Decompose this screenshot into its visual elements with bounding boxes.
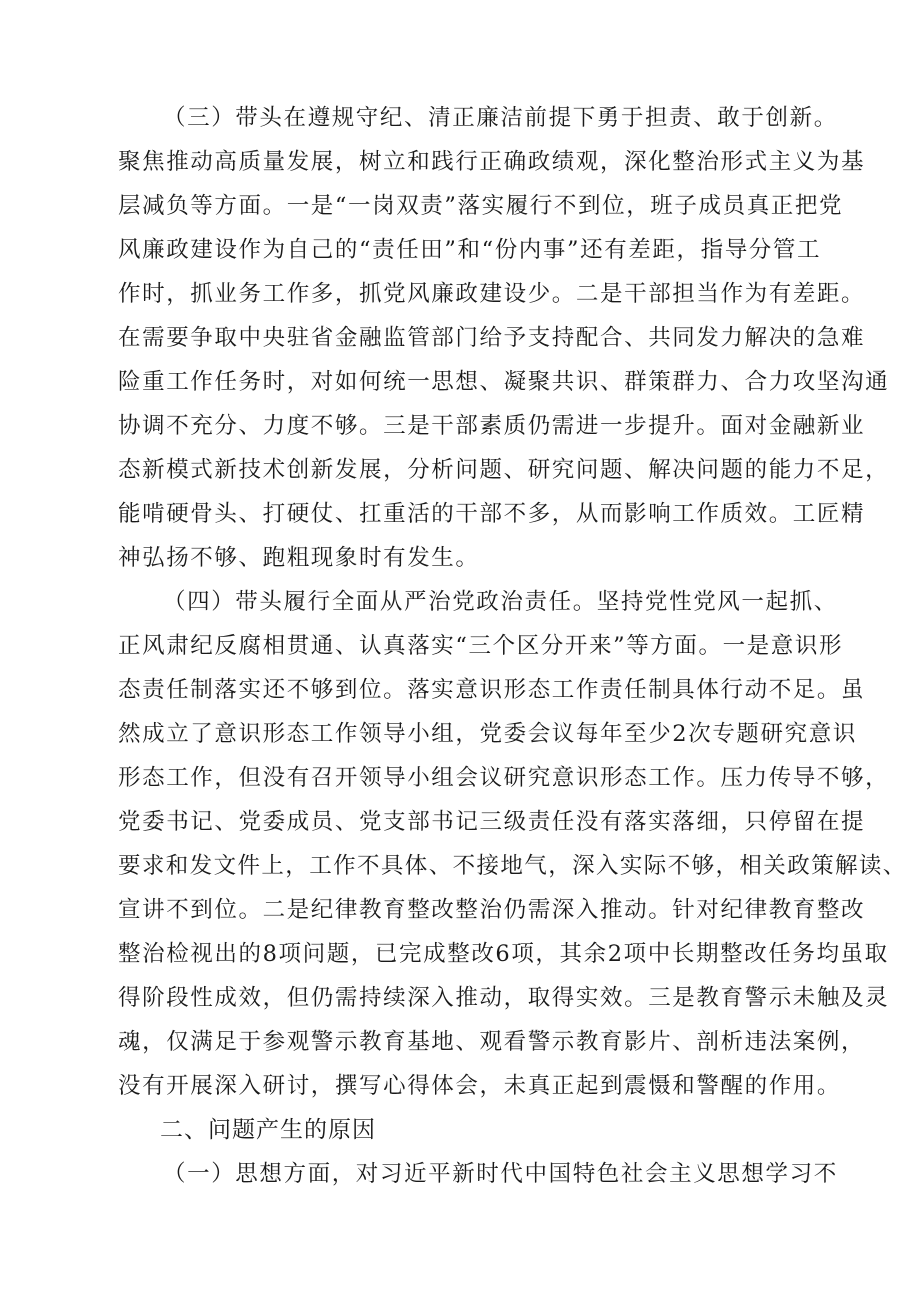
text-line: 险重工作任务时，对如何统一思想、凝聚共识、群策群力、合力攻坚沟通 <box>118 369 890 395</box>
text-line: 党委书记、党委成员、党支部书记三级责任没有落实落细，只停留在提 <box>118 809 866 835</box>
text-line: 作时，抓业务工作多，抓党风廉政建设少。二是干部担当作为有差距。 <box>118 281 866 307</box>
text-line: 聚焦推动高质量发展，树立和践行正确政绩观，深化整治形式主义为基 <box>118 149 866 175</box>
text-line: （一）思想方面，对习近平新时代中国特色社会主义思想学习不 <box>163 1161 838 1187</box>
text-line: 协调不充分、力度不够。三是干部素质仍需进一步提升。面对金融新业 <box>118 413 866 439</box>
text-line: 形态工作，但没有召开领导小组会议研究意识形态工作。压力传导不够， <box>118 765 890 791</box>
text-line: 态责任制落实还不够到位。落实意识形态工作责任制具体行动不足。虽 <box>118 677 866 703</box>
text-line: 神弘扬不够、跑粗现象时有发生。 <box>118 545 480 571</box>
paragraph-3-heading-line: （三）带头在遵规守纪、清正廉洁前提下勇于担责、敢于创新。 <box>163 105 838 131</box>
text-line: 宣讲不到位。二是纪律教育整改整治仍需深入推动。针对纪律教育整改 <box>118 897 866 923</box>
text-line: 态新模式新技术创新发展，分析问题、研究问题、解决问题的能力不足， <box>118 457 890 483</box>
text-line: 整治检视出的8项问题，已完成整改6项，其余2项中长期整改任务均虽取 <box>118 941 889 967</box>
text-line: 层减负等方面。一是“一岗双责”落实履行不到位，班子成员真正把党 <box>118 193 844 219</box>
text-line: 风廉政建设作为自己的“责任田”和“份内事”还有差距，指导分管工 <box>118 237 822 263</box>
paragraph-4-heading-line: （四）带头履行全面从严治党政治责任。坚持党性党风一起抓、 <box>163 589 838 615</box>
text-line: 能啃硬骨头、打硬仗、扛重活的干部不多，从而影响工作质效。工匠精 <box>118 501 866 527</box>
text-line: 然成立了意识形态工作领导小组，党委会议每年至少2次专题研究意识 <box>118 721 857 747</box>
text-line: 要求和发文件上，工作不具体、不接地气，深入实际不够，相关政策解读、 <box>118 853 907 879</box>
text-line: 魂，仅满足于参观警示教育基地、观看警示教育影片、剖析违法案例， <box>118 1029 866 1055</box>
text-line: 正风肃纪反腐相贯通、认真落实“三个区分开来”等方面。一是意识形 <box>118 633 844 659</box>
text-line: 没有开展深入研讨，撰写心得体会，未真正起到震慑和警醒的作用。 <box>118 1073 842 1099</box>
text-line: 得阶段性成效，但仍需持续深入推动，取得实效。三是教育警示未触及灵 <box>118 985 890 1011</box>
section-heading: 二、问题产生的原因 <box>160 1117 376 1143</box>
text-line: 在需要争取中央驻省金融监管部门给予支持配合、共同发力解决的急难 <box>118 325 866 351</box>
